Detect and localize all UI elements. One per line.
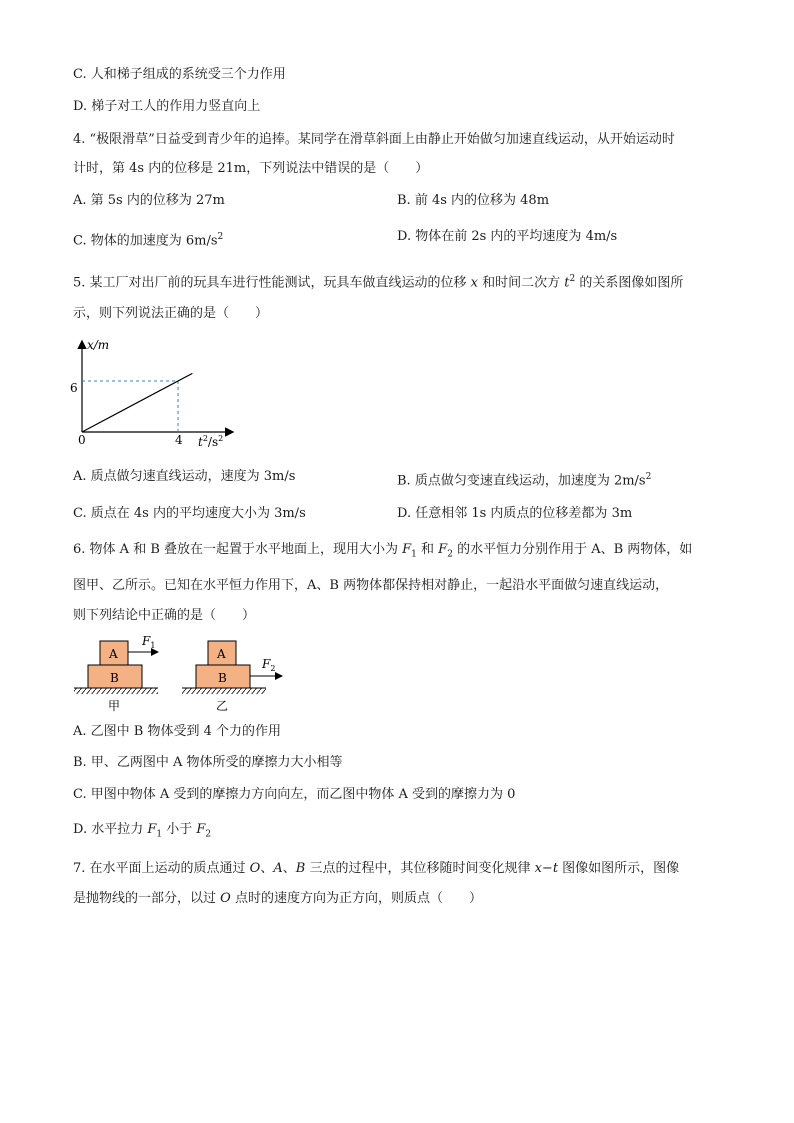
q4-option-a: A. 第 5s 内的位移为 27m xyxy=(73,193,225,208)
q5-option-a: A. 质点做匀速直线运动，速度为 3m/s xyxy=(73,469,296,484)
q4-option-d: D. 物体在前 2s 内的平均速度为 4m/s xyxy=(397,229,618,244)
q6-stem-line3: 则下列结论中正确的是（ ） xyxy=(73,608,256,623)
origin-label: 0 xyxy=(78,433,86,447)
q5-option-b: B. 质点做匀变速直线运动，加速度为 $2m/s^2$ xyxy=(397,472,652,489)
ground-hatch-jia xyxy=(74,688,158,694)
x-tick-label: 4 xyxy=(175,433,183,447)
y-axis-label: x/m xyxy=(87,338,110,352)
data-line xyxy=(82,373,192,432)
q4-stem-line2: 计时，第 4s 内的位移是 21m，下列说法中错误的是（ ） xyxy=(73,161,429,176)
y-tick-label: 6 xyxy=(70,381,78,395)
q3-option-d: D. 梯子对工人的作用力竖直向上 xyxy=(73,99,261,114)
figure-jia xyxy=(74,634,158,713)
force-label-f1: $F_1$ xyxy=(142,634,156,650)
q4-option-c: C. 物体的加速度为 $6m/s^2$ xyxy=(73,232,224,249)
q6-option-a: A. 乙图中 B 物体受到 4 个力的作用 xyxy=(73,724,282,739)
q6-option-c: C. 甲图中物体 A 受到的摩擦力方向向左，而乙图中物体 A 受到的摩擦力为 0 xyxy=(73,787,516,802)
q6-stem-line2: 图甲、乙所示。已知在水平恒力作用下，A、B 两物体都保持相对静止，一起沿水平面做匀速直线运动， xyxy=(73,578,669,593)
q5-stem-line2: 示，则下列说法正确的是（ ） xyxy=(73,306,269,321)
force-label-f2: $F_2$ xyxy=(262,657,276,673)
q5-stem-line1: 5. 某工厂对出厂前的玩具车进行性能测试，玩具车做直线运动的位移 x 和时间二次方 $t^2$ 的关系图像如图所 xyxy=(73,274,684,291)
q4-option-b: B. 前 4s 内的位移为 48m xyxy=(397,193,550,208)
caption-jia: 甲 xyxy=(108,699,121,713)
ground-hatch-yi xyxy=(182,688,266,694)
q6-figure xyxy=(70,630,290,716)
q4-stem-line1: 4. “极限滑草”日益受到青少年的追捧。某同学在滑草斜面上由静止开始做匀加速直线运动，从开始运动时 xyxy=(73,132,675,147)
q6-option-b: B. 甲、乙两图中 A 物体所受的摩擦力大小相等 xyxy=(73,755,343,770)
x-axis-label: $t^2/s^2$ xyxy=(198,434,224,449)
q7-stem-line2: 是抛物线的一部分，以过 O 点时的速度方向为正方向，则质点（ ） xyxy=(73,891,482,906)
q5-option-d: D. 任意相邻 1s 内质点的位移差都为 3m xyxy=(397,506,633,521)
q5-graph xyxy=(60,336,240,450)
q6-option-d: D. 水平拉力 $F_1$ 小于 $F_2$ xyxy=(73,822,212,840)
q6-stem-line1: 6. 物体 A 和 B 叠放在一起置于水平地面上，现用大小为 $F_1$ 和 $F_2$ 的水平恒力分别作用于 A、B 两物体，如 xyxy=(73,542,693,560)
q7-stem-line1: 7. 在水平面上运动的质点通过 O、A、B 三点的过程中，其位移随时间变化规律 x−t 图像如图所示，图像 xyxy=(73,861,680,876)
caption-yi: 乙 xyxy=(216,699,229,713)
block-b-label-yi: B xyxy=(218,671,227,685)
block-a-label-yi: A xyxy=(217,647,226,661)
q3-option-c: C. 人和梯子组成的系统受三个力作用 xyxy=(73,67,286,82)
figure-yi xyxy=(182,641,282,713)
block-b-label-jia: B xyxy=(110,671,119,685)
block-a-label-jia: A xyxy=(109,647,118,661)
q5-option-c: C. 质点在 4s 内的平均速度大小为 3m/s xyxy=(73,506,306,521)
